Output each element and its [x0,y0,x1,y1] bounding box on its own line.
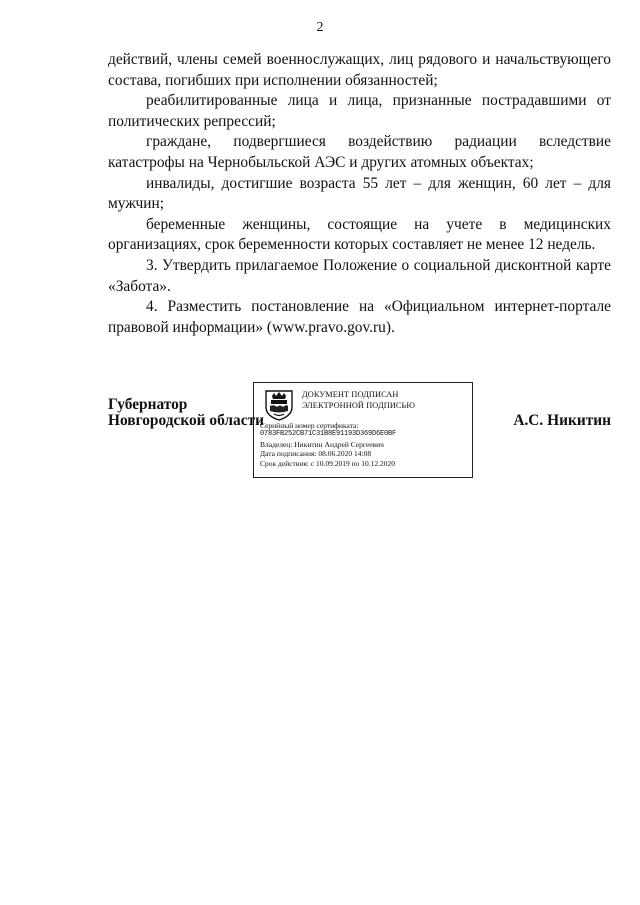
paragraph: 4. Разместить постановление на «Официальном интернет-портале правовой информации» (www.pravo.gov.ru). [108,298,611,336]
stamp-title [302,390,415,411]
paragraph: граждане, подвергшиеся воздействию радиации вследствие катастрофы на Чернобыльской АЭС и других атомных объектах; [108,133,611,171]
signer-name: А.С. Никитин [513,412,611,429]
signer-title-line: Губернатор [108,396,188,413]
signature-block [108,382,611,482]
certificate-validity: Срок действия: с 10.09.2019 по 10.12.2020 [260,458,395,468]
stamp-title-line: ДОКУМЕНТ ПОДПИСАН [302,390,399,399]
paragraph: инвалиды, достигшие возраста 55 лет – для женщин, 60 лет – для мужчин; [108,174,611,213]
certificate-label: Серийный номер сертификата: [260,421,359,430]
certificate-owner: Владелец: Никитин Андрей Сергеевич [260,439,384,449]
stamp-title-line: ЭЛЕКТРОННОЙ ПОДПИСЬЮ [302,400,416,410]
electronic-signature-stamp [253,382,473,478]
certificate-number: 0783FB252CB71C31B8E91193D369D6E0BF [260,430,397,439]
stamp-header [262,387,466,421]
signer-title [108,397,264,429]
paragraph: действий, члены семей военнослужащих, лиц рядового и начальствующего состава, погибших при исполнении обязанностей; [108,51,611,89]
novgorod-coat-of-arms-icon [262,387,296,421]
paragraph: 3. Утвердить прилагаемое Положение о социальной дисконтной карте «Забота». [108,256,611,295]
stamp-details [260,421,468,468]
signing-date: Дата подписания: 08.06.2020 14:08 [260,449,372,459]
page-number: 2 [316,20,324,35]
paragraph: реабилитированные лица и лица, признанные пострадавшими от политических репрессий; [108,92,611,130]
document-body [108,50,611,338]
signer-title-line: Новгородской области [108,412,264,429]
paragraph: беременные женщины, состоящие на учете в медицинских организациях, срок беременности которых составляет не менее 12 недель. [108,215,611,254]
